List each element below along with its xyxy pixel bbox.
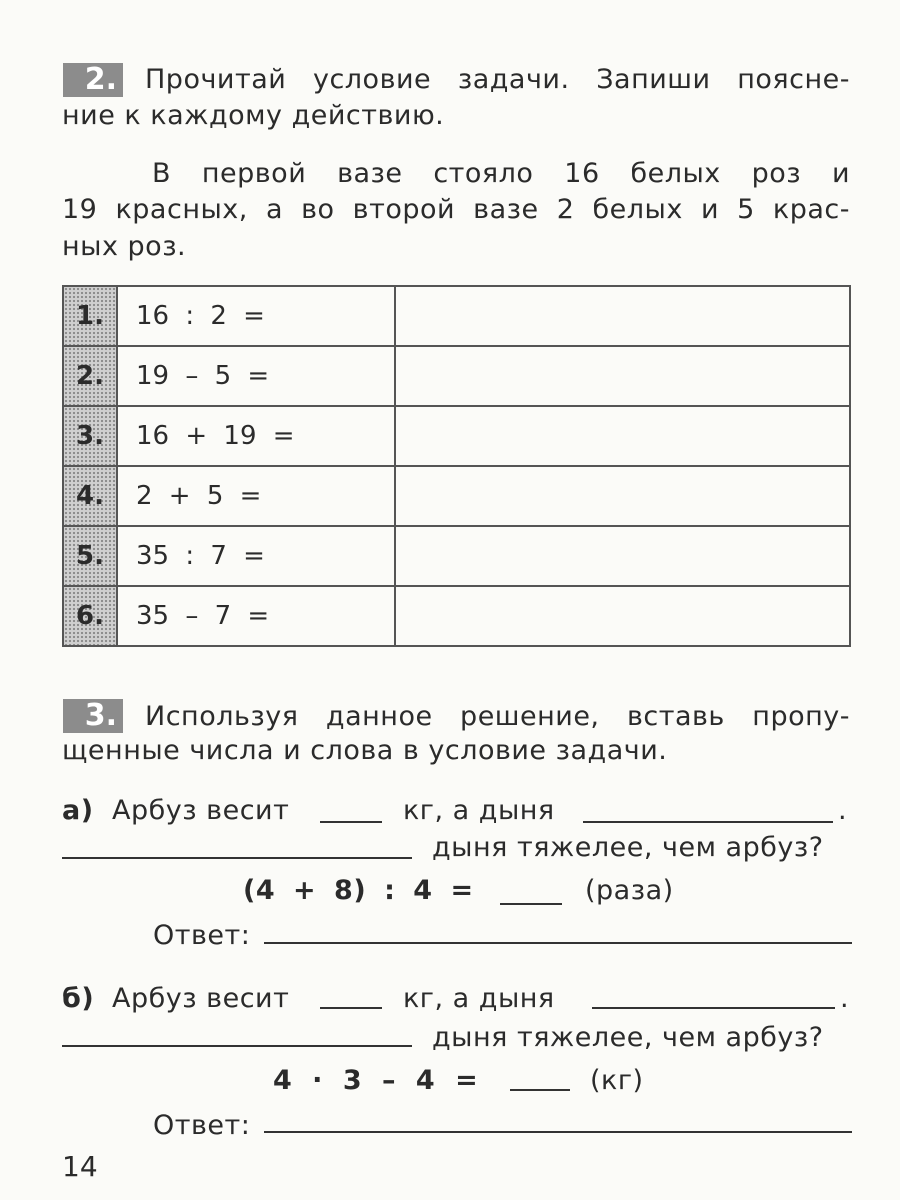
part-a-text1: Арбуз весит (112, 795, 290, 826)
operations-table (62, 285, 851, 647)
step-number: 2. (63, 346, 117, 406)
step-expression: 35 : 7 = (117, 526, 395, 586)
part-b-question: дыня тяжелее, чем арбуз? (432, 1022, 824, 1053)
part-b-result-blank[interactable] (510, 1089, 570, 1091)
step-explanation-field[interactable] (395, 586, 850, 646)
step-expression: 19 – 5 = (117, 346, 395, 406)
task2-condition: В первой вазе стояло 16 белых роз и (152, 158, 850, 189)
part-a-label: а) (62, 795, 94, 826)
table-row (63, 286, 850, 346)
part-b-watermelon-weight-blank[interactable] (320, 1007, 382, 1009)
part-b-question-blank[interactable] (62, 1045, 412, 1047)
table-row (63, 406, 850, 466)
task2-instruction-cont: ние к каждому действию. (62, 100, 445, 131)
part-b-answer-label: Ответ: (153, 1110, 251, 1141)
part-b-formula: 4 · 3 – 4 = (273, 1065, 479, 1096)
part-a-result-blank[interactable] (500, 903, 562, 905)
task3-instruction-cont: щенные числа и слова в условие задачи. (62, 735, 668, 766)
step-expression: 16 : 2 = (117, 286, 395, 346)
step-explanation-field[interactable] (395, 286, 850, 346)
part-b-label: б) (62, 983, 95, 1014)
part-b-period: . (840, 983, 850, 1014)
step-explanation-field[interactable] (395, 526, 850, 586)
task3-badge: 3. (63, 699, 123, 733)
table-row (63, 526, 850, 586)
task2-instruction: Прочитай условие задачи. Запиши поясне- (145, 64, 850, 95)
step-explanation-field[interactable] (395, 406, 850, 466)
part-b-text1: Арбуз весит (112, 983, 290, 1014)
step-explanation-field[interactable] (395, 346, 850, 406)
step-number: 3. (63, 406, 117, 466)
table-row (63, 346, 850, 406)
step-number: 4. (63, 466, 117, 526)
task2-condition-cont: 19 красных, а во второй вазе 2 белых и 5 крас- (62, 194, 850, 225)
part-a-text2: кг, а дыня (403, 795, 555, 826)
step-explanation-field[interactable] (395, 466, 850, 526)
part-b-melon-blank[interactable] (592, 1007, 835, 1009)
part-a-answer-label: Ответ: (153, 920, 251, 951)
part-a-question: дыня тяжелее, чем арбуз? (432, 832, 824, 863)
task3-instruction: Используя данное решение, вставь пропу- (145, 701, 850, 732)
task2-condition-end: ных роз. (62, 231, 187, 262)
part-b-unit: (кг) (590, 1065, 644, 1096)
step-number: 5. (63, 526, 117, 586)
part-b-text2: кг, а дыня (403, 983, 555, 1014)
part-a-watermelon-weight-blank[interactable] (320, 821, 382, 823)
part-a-period: . (838, 795, 848, 826)
step-number: 6. (63, 586, 117, 646)
part-a-unit: (раза) (585, 875, 674, 906)
task2-badge: 2. (63, 63, 123, 97)
part-a-melon-blank[interactable] (583, 821, 833, 823)
page-number: 14 (62, 1150, 98, 1183)
step-number: 1. (63, 286, 117, 346)
part-a-formula: (4 + 8) : 4 = (243, 875, 474, 906)
step-expression: 16 + 19 = (117, 406, 395, 466)
table-row (63, 466, 850, 526)
step-expression: 2 + 5 = (117, 466, 395, 526)
step-expression: 35 – 7 = (117, 586, 395, 646)
part-b-answer-blank[interactable] (264, 1131, 852, 1133)
part-a-answer-blank[interactable] (264, 942, 852, 944)
table-row (63, 586, 850, 646)
part-a-question-blank[interactable] (62, 857, 412, 859)
